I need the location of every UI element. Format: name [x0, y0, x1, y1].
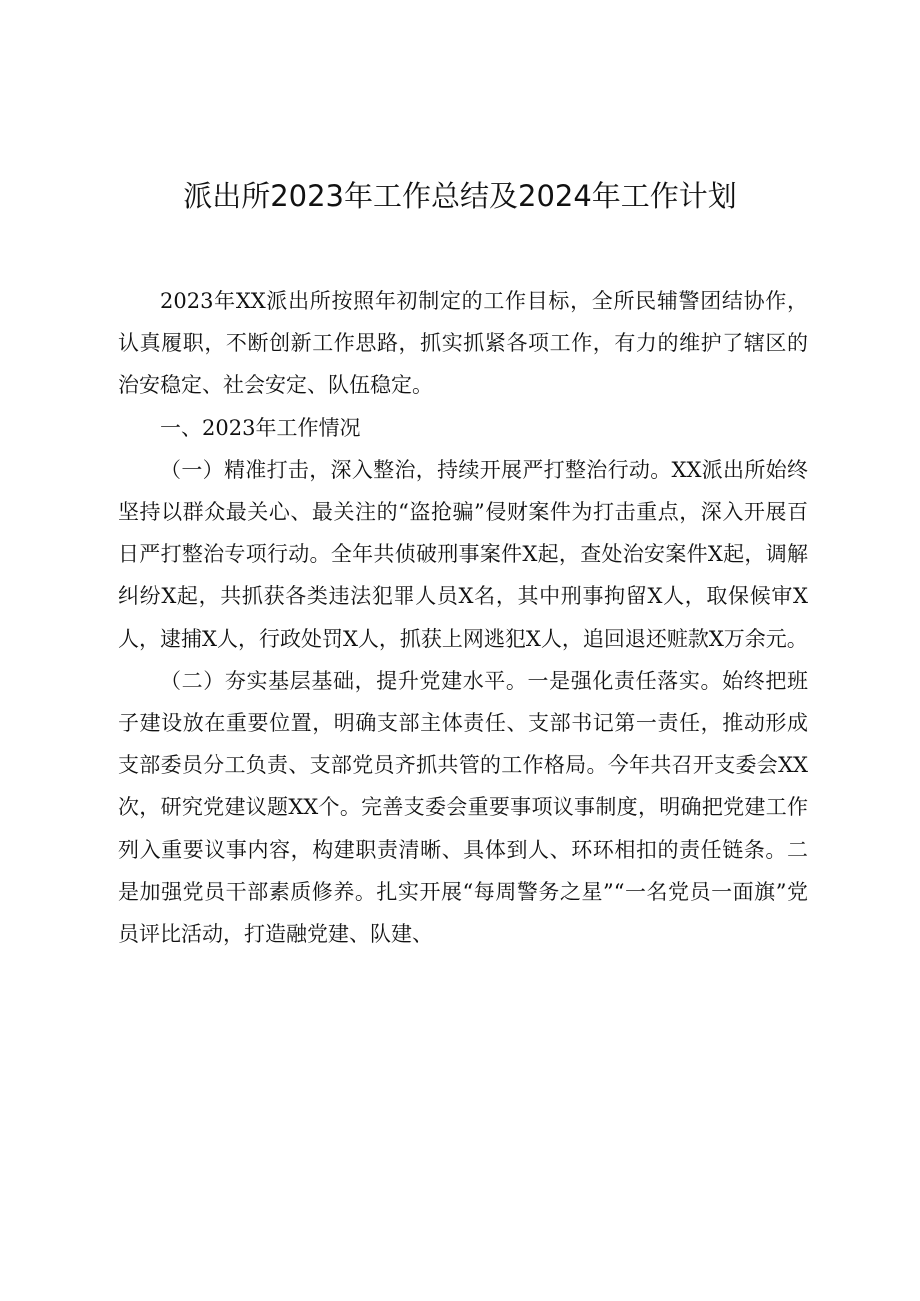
document-title: 派出所2023年工作总结及2024年工作计划: [183, 179, 737, 213]
intro-paragraph: 2023年XX派出所按照年初制定的工作目标，全所民辅警团结协作，认真履职，不断创新工作思路，抓实抓紧各项工作，有力的维护了辖区的治安稳定、社会安定、队伍稳定。: [118, 289, 808, 398]
paragraph-strike-rectification: （一）精准打击，深入整治，持续开展严打整治行动。XX派出所始终坚持以群众最关心、最关注的“盗抢骗”侵财案件为打击重点，深入开展百日严打整治专项行动。全年共侦破刑事案件X起，查处治安案件X起，调解纠纷X起，共抓获各类违法犯罪人员X名，其中刑事拘留X人，取保候审X人，逮捕X人，行政处罚X人，抓获上网逃犯X人，追回退还赃款X万余元。: [118, 457, 808, 651]
section-heading-2023-work: 一、2023年工作情况: [160, 415, 361, 440]
paragraph-party-building: （二）夯实基层基础，提升党建水平。一是强化责任落实。始终把班子建设放在重要位置，明确支部主体责任、支部书记第一责任，推动形成支部委员分工负责、支部党员齐抓共管的工作格局。今年共召开支委会XX次，研究党建议题XX个。完善支委会重要事项议事制度，明确把党建工作列入重要议事内容，构建职责清晰、具体到人、环环相扣的责任链条。二是加强党员干部素质修养。扎实开展“每周警务之星”“一名党员一面旗”党员评比活动，打造融党建、队建、: [118, 668, 808, 947]
document-body: [118, 280, 808, 955]
